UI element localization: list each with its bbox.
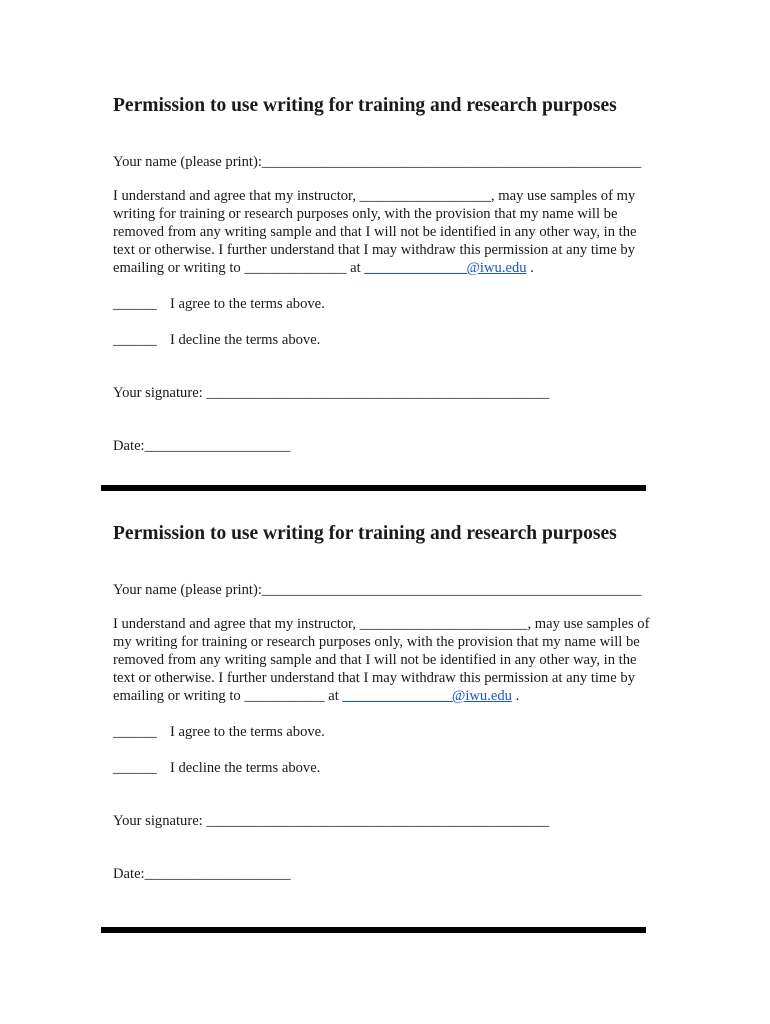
decline-option[interactable] bbox=[113, 331, 661, 349]
agree-label: I agree to the terms above. bbox=[170, 724, 325, 740]
name-label: Your name (please print): bbox=[113, 582, 262, 598]
signature-blank[interactable]: _______________________________________________ bbox=[206, 385, 550, 401]
consent-paragraph bbox=[113, 187, 661, 277]
contact-blank[interactable]: ___________ bbox=[244, 688, 325, 704]
paragraph-text-middle: , may use samples of my writing for training or research purposes only, with the provision that my name will be removed from any writing sample and that I will not be identified in any other way, in the text or otherwise. I further understand that I may withdraw this permission at any time by emailing or writing to bbox=[113, 188, 637, 276]
name-field[interactable] bbox=[113, 581, 661, 599]
at-word: at bbox=[346, 260, 365, 276]
section-divider bbox=[101, 485, 646, 491]
name-blank[interactable]: ____________________________________________________ bbox=[261, 154, 642, 170]
email-link[interactable] bbox=[342, 688, 512, 704]
consent-paragraph bbox=[113, 615, 661, 705]
decline-option[interactable] bbox=[113, 759, 661, 777]
decline-blank[interactable]: ______ bbox=[113, 332, 157, 348]
email-link[interactable] bbox=[364, 260, 526, 276]
agree-label: I agree to the terms above. bbox=[170, 296, 325, 312]
agree-option[interactable] bbox=[113, 295, 661, 313]
date-field[interactable] bbox=[113, 865, 661, 883]
date-label: Date: bbox=[113, 438, 145, 454]
decline-blank[interactable]: ______ bbox=[113, 760, 157, 776]
paragraph-end: . bbox=[526, 260, 534, 276]
email-prefix-blank: _______________ bbox=[342, 688, 452, 704]
signature-blank[interactable]: _______________________________________________ bbox=[206, 813, 550, 829]
contact-blank[interactable]: ______________ bbox=[244, 260, 347, 276]
decline-label: I decline the terms above. bbox=[170, 332, 321, 348]
paragraph-end: . bbox=[511, 688, 520, 704]
paragraph-text-start: I understand and agree that my instructor, bbox=[113, 616, 360, 632]
paragraph-text-start: I understand and agree that my instructor, bbox=[113, 188, 360, 204]
date-field[interactable] bbox=[113, 437, 661, 455]
signature-label: Your signature: bbox=[113, 813, 207, 829]
permission-form-2 bbox=[113, 521, 661, 883]
section-divider bbox=[101, 927, 646, 933]
email-domain: @iwu.edu bbox=[451, 688, 512, 704]
form-title: Permission to use writing for training and research purposes bbox=[113, 523, 617, 544]
agree-blank[interactable]: ______ bbox=[113, 724, 157, 740]
decline-label: I decline the terms above. bbox=[170, 760, 321, 776]
signature-field[interactable] bbox=[113, 812, 661, 830]
email-prefix-blank: ______________ bbox=[364, 260, 467, 276]
paragraph-text-middle: , may use samples of my writing for training or research purposes only, with the provision that my name will be removed from any writing sample and that I will not be identified in any other way, in the text or otherwise. I further understand that I may withdraw this permission at any time by emailing or writing to bbox=[113, 616, 650, 704]
agree-option[interactable] bbox=[113, 723, 661, 741]
agree-blank[interactable]: ______ bbox=[113, 296, 157, 312]
instructor-blank[interactable]: __________________ bbox=[359, 188, 491, 204]
date-blank[interactable]: ____________________ bbox=[144, 866, 291, 882]
permission-form-1 bbox=[113, 93, 661, 455]
date-blank[interactable]: ____________________ bbox=[144, 438, 291, 454]
email-domain: @iwu.edu bbox=[466, 260, 527, 276]
form-title: Permission to use writing for training and research purposes bbox=[113, 95, 617, 116]
name-label: Your name (please print): bbox=[113, 154, 262, 170]
at-word: at bbox=[324, 688, 343, 704]
signature-field[interactable] bbox=[113, 384, 661, 402]
name-blank[interactable]: ____________________________________________________ bbox=[261, 582, 642, 598]
date-label: Date: bbox=[113, 866, 145, 882]
instructor-blank[interactable]: _______________________ bbox=[359, 616, 528, 632]
signature-label: Your signature: bbox=[113, 385, 207, 401]
name-field[interactable] bbox=[113, 153, 661, 171]
